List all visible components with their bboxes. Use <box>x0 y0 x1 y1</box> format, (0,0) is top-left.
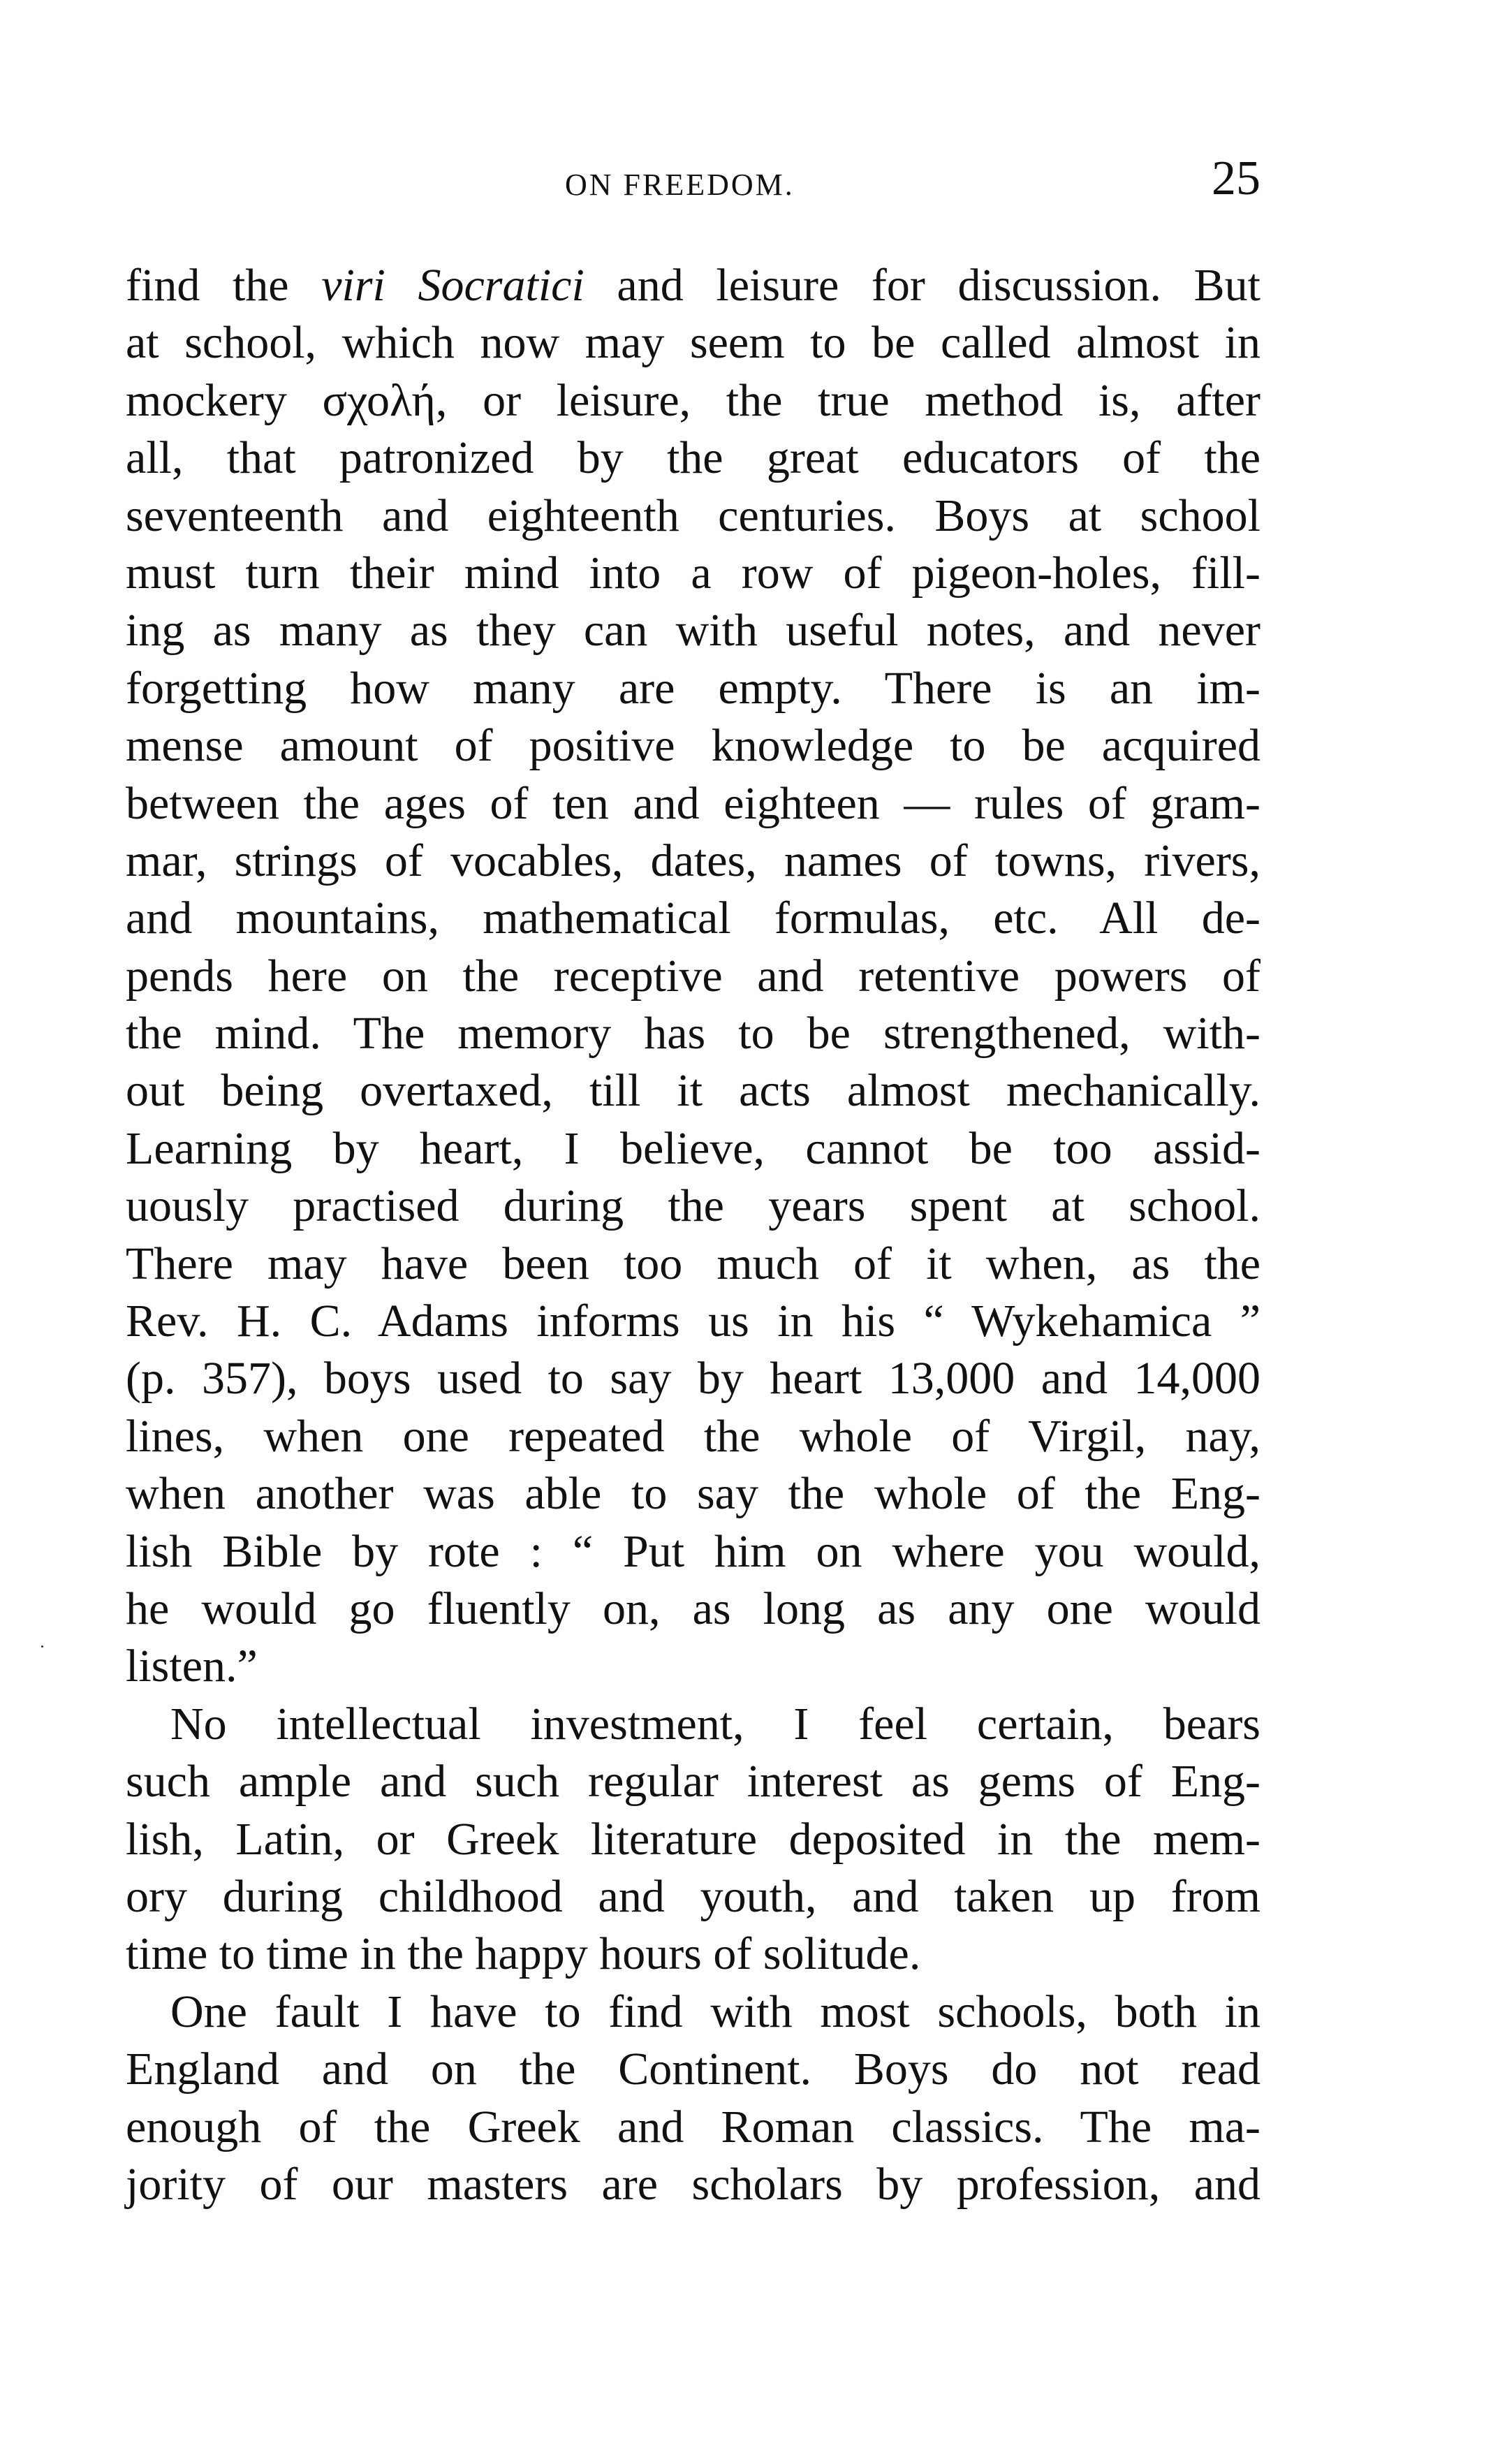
text-line: There may have been too much of it when, as the <box>126 1238 1260 1289</box>
paragraph-2 <box>126 1696 1260 1983</box>
text-line: pends here on the receptive and retentive powers of <box>126 950 1260 1002</box>
text-line: all, that patronized by the great educators of the <box>126 432 1260 484</box>
text-line: time to time in the happy hours of solitude. <box>126 1928 921 1980</box>
italic-phrase: viri Socratici <box>321 260 585 311</box>
text-line: such ample and such regular interest as gems of Eng- <box>126 1756 1260 1807</box>
text-line: uously practised during the years spent at school. <box>126 1180 1260 1232</box>
body-text <box>126 257 1260 2213</box>
text-line: the mind. The memory has to be strengthened, with- <box>126 1008 1260 1059</box>
scan-speck <box>41 1645 43 1648</box>
text-line: No intellectual investment, I feel certain, bears <box>170 1698 1260 1750</box>
text-line: out being overtaxed, till it acts almost mechanically. <box>126 1065 1260 1117</box>
text-line: listen.” <box>126 1641 258 1692</box>
text-line: jority of our masters are scholars by profession, and <box>126 2158 1260 2210</box>
text-line: enough of the Greek and Roman classics. The ma- <box>126 2101 1260 2153</box>
text-line: when another was able to say the whole of the Eng- <box>126 1468 1260 1520</box>
running-title: ON FREEDOM. <box>565 168 795 202</box>
text-line: at school, which now may seem to be called almost in <box>126 317 1260 369</box>
text-line: lines, when one repeated the whole of Virgil, nay, <box>126 1410 1260 1462</box>
text-line: lish Bible by rote : “ Put him on where you would, <box>126 1525 1260 1577</box>
text-line: mense amount of positive knowledge to be acquired <box>126 720 1260 772</box>
text-line: ory during childhood and youth, and taken up from <box>126 1870 1260 1922</box>
text-line: lish, Latin, or Greek literature deposited in the mem- <box>126 1813 1260 1865</box>
text-line: seventeenth and eighteenth centuries. Boys at school <box>126 490 1260 541</box>
text-line: Rev. H. C. Adams informs us in his “ Wykehamica ” <box>126 1296 1260 1347</box>
text-line <box>126 257 1260 314</box>
text-line: (p. 357), boys used to say by heart 13,000 and 14,000 <box>126 1353 1260 1405</box>
text-line: forgetting how many are empty. There is an im- <box>126 662 1260 714</box>
paragraph-1 <box>126 257 1260 1696</box>
text-run: and leisure for discussion. But <box>584 260 1261 311</box>
text-run: find the <box>126 260 322 311</box>
text-line: between the ages of ten and eighteen — rules of gram- <box>126 777 1260 829</box>
text-line: mockery σχολή, or leisure, the true method is, after <box>126 374 1260 426</box>
text-line: mar, strings of vocables, dates, names of towns, rivers, <box>126 835 1260 886</box>
text-line: England and on the Continent. Boys do not read <box>126 2044 1260 2095</box>
page-number: 25 <box>1212 152 1260 205</box>
text-line: he would go fluently on, as long as any one would <box>126 1583 1260 1634</box>
text-line: must turn their mind into a row of pigeon-holes, fill- <box>126 547 1260 599</box>
text-line: and mountains, mathematical formulas, etc. All de- <box>126 893 1260 944</box>
paragraph-3 <box>126 1983 1260 2214</box>
text-line: Learning by heart, I believe, cannot be too assid- <box>126 1122 1260 1174</box>
text-line: One fault I have to find with most schools, both in <box>170 1986 1260 2037</box>
text-line: ing as many as they can with useful notes, and never <box>126 605 1260 657</box>
